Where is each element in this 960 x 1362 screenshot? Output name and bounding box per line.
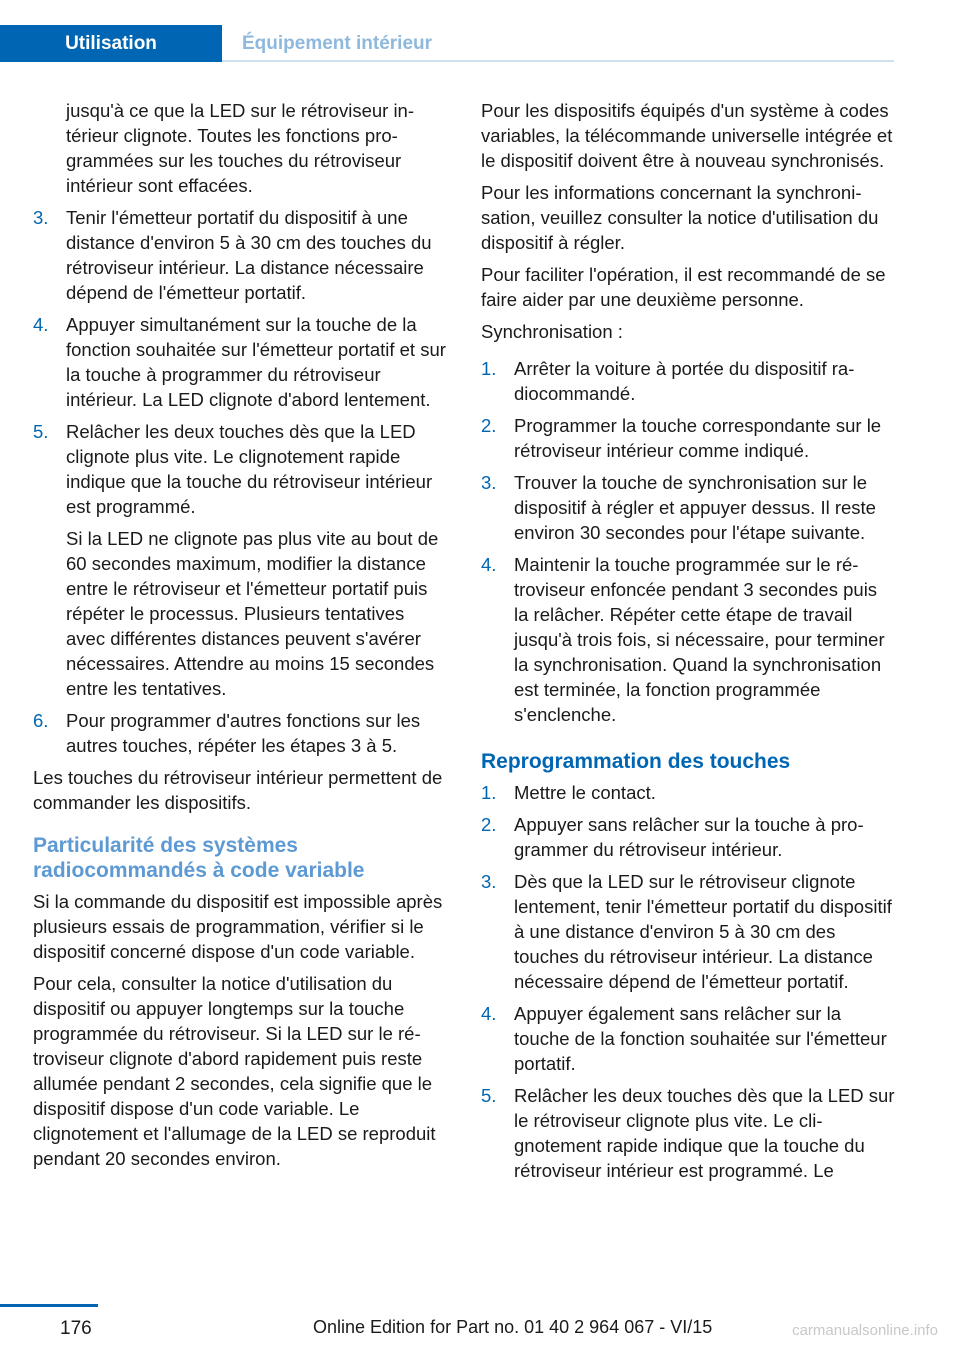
paragraph: Les touches du rétroviseur intérieur permettent de commander les dispositifs. (33, 767, 443, 813)
step-number: 5. (481, 1085, 497, 1106)
step-number: 4. (33, 314, 49, 335)
section-heading: Reprogrammation des touches (481, 750, 791, 773)
list-item (33, 312, 447, 412)
step-number: 2. (481, 814, 497, 835)
sync-steps (481, 356, 895, 727)
page-header (0, 0, 960, 62)
step-number: 1. (481, 782, 497, 803)
paragraph: Pour les informations concernant la synchronisation, veuillez consulter la notice d'utilisation du dispositif à régler. (481, 182, 879, 253)
step-text: Appuyer simultanément sur la touche de la fonction souhaitée sur l'émetteur portatif et sur la touche à programmer du rétroviseur intérieur. La LED clignote d'abord lentement. (66, 314, 446, 410)
step-note: Si la LED ne clignote pas plus vite au bout de 60 secondes maximum, modifier la distance entre le rétroviseur et l'émetteur portatif puis répéter le processus. Plusieurs tentatives avec différentes distances peuvent s'avérer nécessaires. Attendre au moins 15 secondes entre les tentatives. (66, 528, 439, 699)
chapter-tab[interactable]: Utilisation (0, 25, 222, 62)
list-item (33, 708, 447, 758)
right-column (481, 98, 895, 1190)
section-heading: Particularité des systèmes radiocommandés à code variable (33, 834, 365, 882)
footer-rule (0, 1304, 98, 1307)
paragraph: Pour cela, consulter la notice d'utilisation du dispositif ou appuyer longtemps sur la touche programmée du rétroviseur. Si la LED sur le rétroviseur clignote d'abord rapidement puis reste allumée pendant 2 secondes, cela signifie que le dispositif dispose d'un code variable. Le clignotement et l'allumage de la LED se reproduit pendant 20 secondes environ. (33, 973, 436, 1169)
step-number: 6. (33, 710, 49, 731)
list-item (481, 413, 895, 463)
paragraph: Pour les dispositifs équipés d'un système à codes variables, la télécommande universelle intégrée et le dispositif doivent être à nouveau synchronisés. (481, 100, 893, 171)
step-number: 4. (481, 1003, 497, 1024)
step-text: Relâcher les deux touches dès que la LED sur le rétroviseur clignote plus vite. Le clignotement rapide indique que la touche du rétroviseur intérieur est programmé. Le (514, 1085, 895, 1181)
list-item (481, 812, 895, 862)
header-divider (222, 60, 894, 62)
step-number: 4. (481, 554, 497, 575)
section-tab[interactable]: Équipement intérieur (242, 32, 433, 54)
page-number: 176 (60, 1318, 92, 1339)
step-text: Appuyer également sans relâcher sur la touche de la fonction souhaitée sur l'émetteur portatif. (514, 1003, 887, 1074)
step-text: Appuyer sans relâcher sur la touche à programmer du rétroviseur intérieur. (514, 814, 864, 860)
continued-text: jusqu'à ce que la LED sur le rétroviseur intérieur clignote. Toutes les fonctions programmées sur les touches du rétroviseur intérieur sont effacées. (66, 100, 415, 196)
sync-label: Synchronisation : (481, 321, 623, 342)
step-number: 3. (33, 207, 49, 228)
step-text: Maintenir la touche programmée sur le rétroviseur enfoncée pendant 3 secondes puis la relâcher. Répéter cette étape de travail jusqu'à trois fois, si nécessaire, pour terminer la synchronisation. Quand la synchronisation est terminée, la fonction programmée s'enclenche. (514, 554, 885, 725)
step-text: Relâcher les deux touches dès que la LED clignote plus vite. Le clignotement rapide indique que la touche du rétroviseur intérieur est programmé. (66, 421, 433, 517)
list-item (481, 1001, 895, 1076)
step-number: 5. (33, 421, 49, 442)
step-text: Trouver la touche de synchronisation sur le dispositif à régler et appuyer dessus. Il reste environ 30 secondes pour l'étape suivante. (514, 472, 876, 543)
paragraph: Pour faciliter l'opération, il est recommandé de se faire aider par une deuxième personne. (481, 264, 886, 310)
left-column (33, 98, 447, 1178)
step-number: 3. (481, 472, 497, 493)
watermark: carmanualsonline.info (792, 1322, 938, 1339)
paragraph: Si la commande du dispositif est impossible après plusieurs essais de programmation, vérifier si le dispositif concerné dispose d'un code variable. (33, 891, 443, 962)
step-number: 3. (481, 871, 497, 892)
step-text: Pour programmer d'autres fonctions sur les autres touches, répéter les étapes 3 à 5. (66, 710, 421, 756)
list-item (481, 470, 895, 545)
step-number: 2. (481, 415, 497, 436)
list-item (481, 1083, 895, 1183)
list-item (481, 780, 895, 805)
list-item (481, 869, 895, 994)
step-text: Dès que la LED sur le rétroviseur clignote lentement, tenir l'émetteur portatif du dispositif à une distance d'environ 5 à 30 cm des touches du rétroviseur intérieur. La distance nécessaire dépend de l'émetteur portatif. (514, 871, 892, 992)
programming-steps (33, 205, 447, 758)
step-number: 1. (481, 358, 497, 379)
reprogramming-steps (481, 780, 895, 1183)
list-item (481, 356, 895, 406)
step-text: Arrêter la voiture à portée du dispositif radiocommandé. (514, 358, 855, 404)
step-text: Tenir l'émetteur portatif du dispositif à une distance d'environ 5 à 30 cm des touches du rétroviseur intérieur. La distance nécessaire dépend de l'émetteur portatif. (66, 207, 432, 303)
step-text: Programmer la touche correspondante sur le rétroviseur intérieur comme indiqué. (514, 415, 882, 461)
list-item (481, 552, 895, 727)
edition-text: Online Edition for Part no. 01 40 2 964 067 - VI/15 (313, 1317, 713, 1337)
list-item (33, 205, 447, 305)
step-text: Mettre le contact. (514, 782, 656, 803)
list-item (33, 419, 447, 701)
